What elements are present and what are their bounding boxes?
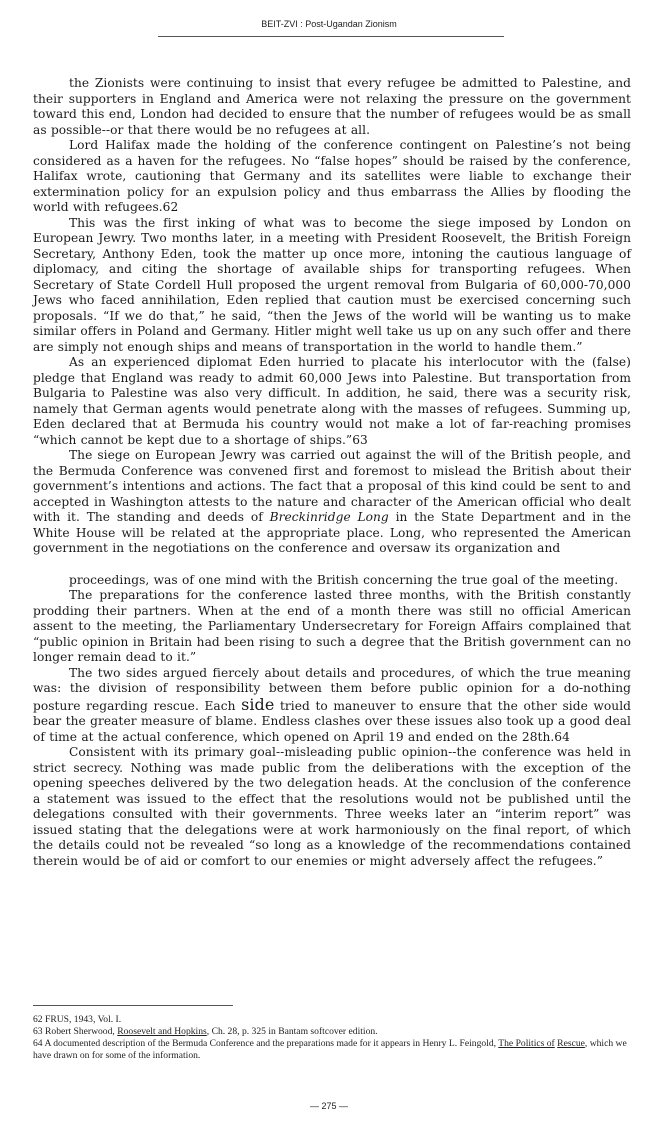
footnote-64-title-2: Rescue <box>557 1038 585 1049</box>
footnote-63-title: Roosevelt and Hopkins <box>117 1026 207 1037</box>
paragraph-8-text-a: The two sides argued fiercely about details and procedures, of which the true meaning was: the division of responsibility between them before public opinion for a do-nothing posture regarding rescue. Each <box>33 665 631 713</box>
paragraph-5-text-a: The siege on European Jewry was carried out against the will of the British people, and the Bermuda Conference was convened first and foremost to mislead the British about their government’s intentions and actions. The fact that a proposal of this kind could be sent to and accepted in Washington attests to the nature and character of the American official who dealt with it. The standing and deeds of <box>33 448 631 524</box>
footnote-64-title-1: The Politics of <box>498 1038 555 1049</box>
page-number: — 275 — <box>309 1101 349 1111</box>
running-header: BEIT-ZVI : Post-Ugandan Zionism <box>261 19 397 29</box>
footnote-rule <box>33 1005 233 1006</box>
paragraph-8-text-b: tried to maneuver to ensure that the other side would bear the greater measure of blame. Endless clashes over these issues also took up a good deal of time at the actual conference, which opened on April 19 and ended on the 28th.64 <box>33 698 632 744</box>
footnote-62: 62 FRUS, 1943, Vol. I. <box>33 1014 122 1025</box>
paragraph-6: proceedings, was of one mind with the British concerning the true goal of the meeting. <box>69 572 619 587</box>
paragraph-4: As an experienced diplomat Eden hurried to placate his interlocutor with the (false) pledge that England was ready to admit 60,000 Jews into Palestine. But transportation from Bulgaria to Palestine was also very difficult. In addition, he said, there was a security risk, namely that German agents would penetrate along with the masses of refugees. Summing up, Eden declared that at Bermuda his country would not make a lot of far-reaching promises “which cannot be kept due to a shortage of ships.”63 <box>33 355 631 447</box>
footnotes <box>33 1014 631 1062</box>
paragraph-7: The preparations for the conference lasted three months, with the British constantly prodding their partners. When at the end of a month there was still no official American assent to the meeting, the Parliamentary Undersecretary for Foreign Affairs complained that “public opinion in Britain had been rising to such a degree that the British government can no longer remain dead to it.” <box>33 588 631 664</box>
paragraph-3: This was the first inking of what was to become the siege imposed by London on European Jewry. Two months later, in a meeting with President Roosevelt, the British Foreign Secretary, Anthony Eden, took the matter up once more, intoning the cautious language of diplomacy, and citing the shortage of available ships for transporting refugees. When Secretary of State Cordell Hull proposed the urgent removal from Bulgaria of 60,000-70,000 Jews who faced annihilation, Eden replied that caution must be exercised concerning such proposals. “If we do that,” he said, “then the Jews of the world will be wanting us to make similar offers in Poland and Germany. Hitler might well take us up on any such offer and there are simply not enough ships and means of transportation in the world to handle them.” <box>33 215 631 354</box>
footnote-64-text-a: 64 A documented description of the Bermuda Conference and the preparations made for it appears in Henry L. Feingold, <box>33 1038 497 1049</box>
paragraph-5-text-b: in the State Department and in the White House will be related at the appropriate place. Long, who represented the American government in the negotiations on the conference and oversaw its organization and <box>33 510 632 555</box>
italic-name: Breckinridge Long <box>269 510 389 524</box>
footnote-63-text-b: , Ch. 28, p. 325 in Bantam softcover edition. <box>206 1026 378 1037</box>
paragraph-9: Consistent with its primary goal--misleading public opinion--the conference was held in strict secrecy. Nothing was made public from the deliberations with the exception of the opening speeches delivered by the two delegation heads. At the conclusion of the conference a statement was issued to the effect that the resolutions would not be published until the delegations consulted with their governments. Three weeks later an “interim report” was issued stating that the delegations were at work harmoniously on the final report, of which the details could not be revealed “so long as a knowledge of the recommendations contained therein would be of aid or comfort to our enemies or might adversely affect the refugees.” <box>33 745 631 868</box>
paragraph-2: Lord Halifax made the holding of the conference contingent on Palestine’s not being considered as a haven for the refugees. No “false hopes” should be raised by the conference, Halifax wrote, cautioning that Germany and its satellites were liable to exchange their extermination policy for an expulsion policy and thus embarrass the Allies by flooding the world with refugees.62 <box>33 138 631 214</box>
page-break-gap <box>33 557 631 573</box>
body-text <box>33 76 631 869</box>
footnote-63 <box>33 1026 631 1038</box>
paragraph-1: the Zionists were continuing to insist that every refugee be admitted to Palestine, and their supporters in England and America were not relaxing the pressure on the government toward this end, London had decided to ensure that the number of refugees would be as small as possible--or that there would be no refugees at all. <box>33 76 631 137</box>
enlarged-word: side <box>241 694 275 714</box>
paragraph-8 <box>33 666 631 746</box>
paragraph-5 <box>33 448 631 557</box>
footnote-64-text-b: , which we have drawn on for some of the information. <box>33 1038 627 1061</box>
header-rule <box>158 36 504 37</box>
footnote-64 <box>33 1038 631 1062</box>
footnote-63-text-a: 63 Robert Sherwood, <box>33 1026 115 1037</box>
